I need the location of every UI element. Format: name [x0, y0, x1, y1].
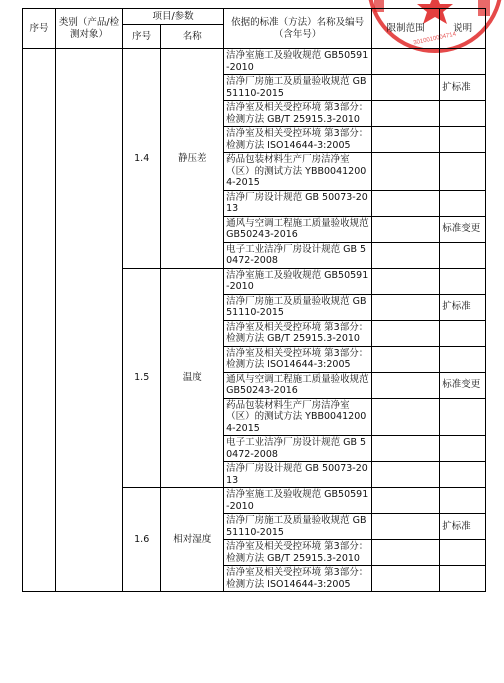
standard-cell: 洁净厂房设计规范 GB 50073-2013: [224, 190, 372, 216]
standard-cell: 洁净厂房设计规范 GB 50073-2013: [224, 462, 372, 488]
limit-cell: [372, 462, 440, 488]
standard-cell: 洁净室及相关受控环境 第3部分：检测方法 ISO14644-3:2005: [224, 346, 372, 372]
note-cell: 标准变更: [440, 216, 486, 242]
table-body: [23, 49, 486, 592]
limit-cell: [372, 242, 440, 268]
standard-cell: 药品包装材料生产厂房洁净室（区）的测试方法 YBB00412004-2015: [224, 398, 372, 436]
note-cell: 标准变更: [440, 372, 486, 398]
note-cell: [440, 566, 486, 592]
seq-cell: [23, 49, 56, 592]
limit-cell: [372, 294, 440, 320]
standard-cell: 洁净室施工及验收规范 GB50591-2010: [224, 268, 372, 294]
standard-cell: 洁净室及相关受控环境 第3部分：检测方法 GB/T 25915.3-2010: [224, 101, 372, 127]
note-cell: 扩标准: [440, 75, 486, 101]
limit-cell: [372, 320, 440, 346]
limit-cell: [372, 153, 440, 191]
standard-cell: 洁净室及相关受控环境 第3部分：检测方法 GB/T 25915.3-2010: [224, 540, 372, 566]
note-cell: [440, 462, 486, 488]
header-category: 类别（产品/检测对象）: [55, 9, 122, 49]
limit-cell: [372, 488, 440, 514]
note-cell: [440, 242, 486, 268]
standard-cell: 洁净室及相关受控环境 第3部分：检测方法 GB/T 25915.3-2010: [224, 320, 372, 346]
limit-cell: [372, 372, 440, 398]
note-cell: [440, 398, 486, 436]
limit-cell: [372, 216, 440, 242]
item-number: 1.6: [123, 488, 161, 592]
standard-cell: 电子工业洁净厂房设计规范 GB 50472-2008: [224, 242, 372, 268]
header-note: 说明: [440, 9, 486, 49]
limit-cell: [372, 190, 440, 216]
note-cell: [440, 101, 486, 127]
note-cell: [440, 488, 486, 514]
standard-cell: 洁净厂房施工及质量验收规范 GB51110-2015: [224, 514, 372, 540]
note-cell: 扩标准: [440, 294, 486, 320]
item-name: 静压差: [161, 49, 224, 269]
item-number: 1.5: [123, 268, 161, 488]
header-sub-seq: 序号: [123, 25, 161, 49]
note-cell: [440, 190, 486, 216]
standard-cell: 洁净厂房施工及质量验收规范 GB51110-2015: [224, 75, 372, 101]
standard-cell: 洁净室施工及验收规范 GB50591-2010: [224, 49, 372, 75]
item-number: 1.4: [123, 49, 161, 269]
note-cell: [440, 127, 486, 153]
limit-cell: [372, 514, 440, 540]
limit-cell: [372, 75, 440, 101]
standard-cell: 药品包装材料生产厂房洁净室（区）的测试方法 YBB00412004-2015: [224, 153, 372, 191]
standard-cell: 通风与空调工程施工质量验收规范 GB50243-2016: [224, 372, 372, 398]
note-cell: [440, 436, 486, 462]
category-cell: [55, 49, 122, 592]
limit-cell: [372, 346, 440, 372]
seal-code: 3010010004714: [412, 31, 457, 47]
header-item-param: 项目/参数: [123, 9, 224, 25]
note-cell: [440, 540, 486, 566]
limit-cell: [372, 127, 440, 153]
accreditation-scope-table: [22, 8, 486, 592]
item-name: 温度: [161, 268, 224, 488]
header-standard: 依据的标准（方法）名称及编号（含年号）: [224, 9, 372, 49]
note-cell: [440, 320, 486, 346]
table-row: [23, 49, 486, 75]
limit-cell: [372, 268, 440, 294]
header-seq: 序号: [23, 9, 56, 49]
standard-cell: 洁净室及相关受控环境 第3部分：检测方法 ISO14644-3:2005: [224, 127, 372, 153]
standard-cell: 洁净室施工及验收规范 GB50591-2010: [224, 488, 372, 514]
limit-cell: [372, 398, 440, 436]
limit-cell: [372, 540, 440, 566]
limit-cell: [372, 436, 440, 462]
header-limit: 限制范围: [372, 9, 440, 49]
standard-cell: 通风与空调工程施工质量验收规范 GB50243-2016: [224, 216, 372, 242]
limit-cell: [372, 49, 440, 75]
note-cell: [440, 49, 486, 75]
note-cell: [440, 268, 486, 294]
note-cell: [440, 153, 486, 191]
limit-cell: [372, 101, 440, 127]
header-name: 名称: [161, 25, 224, 49]
note-cell: 扩标准: [440, 514, 486, 540]
item-name: 相对湿度: [161, 488, 224, 592]
standard-cell: 洁净厂房施工及质量验收规范 GB51110-2015: [224, 294, 372, 320]
note-cell: [440, 346, 486, 372]
standard-cell: 洁净室及相关受控环境 第3部分：检测方法 ISO14644-3:2005: [224, 566, 372, 592]
standard-cell: 电子工业洁净厂房设计规范 GB 50472-2008: [224, 436, 372, 462]
limit-cell: [372, 566, 440, 592]
